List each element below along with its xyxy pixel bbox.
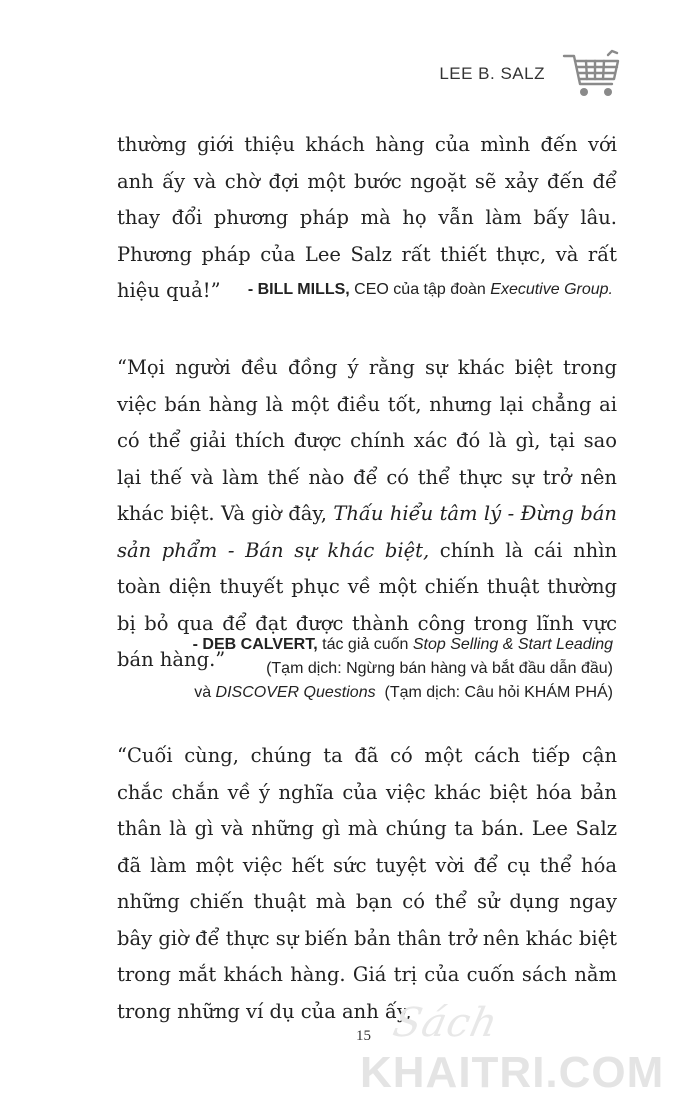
page-number: 15 [356,1028,371,1044]
attribution-book-2-translation: (Tạm dịch: Câu hỏi KHÁM PHÁ) [375,684,613,701]
quote-book-title: Thấu hiểu tâm lý - Đừng bán sản phẩm - Bán sự khác biệt, [117,502,617,562]
quote-text-before: “Mọi người đều đồng ý rằng sự khác biệt trong việc bán hàng là một điều tốt, nhưng lại chẳng ai có thể giải thích được chính xác đó là gì, tại sao lại thế và làm thế nào để có thể thực sự trở nên khác biệt. Và giờ đây, [117,356,617,525]
attribution-book-1: Stop Selling & Start Leading [412,636,613,653]
attribution-book-1-translation: (Tạm dịch: Ngừng bán hàng và bắt đầu dẫn đầu) [266,660,613,677]
attribution-role: CEO của tập đoàn [349,281,491,298]
attribution-org: Executive Group. [490,281,613,298]
running-head-author: LEE B. SALZ [439,64,545,83]
quote-text: thường giới thiệu khách hàng của mình đến với anh ấy và chờ đợi một bước ngoặt sẽ xảy đến để thay đổi phương pháp mà họ vẫn làm bấy lâu. Phương pháp của Lee Salz rất thiết thực, và rất hiệu quả!” [117,133,617,302]
quote-deb-calvert [117,350,617,679]
attribution-name: - BILL MILLS, [247,281,350,298]
attribution-book-2: DISCOVER Questions [215,684,376,701]
attribution-deb-calvert [193,633,613,705]
attribution-name: - DEB CALVERT, [192,636,318,653]
attribution-and: và [194,684,216,701]
shopping-cart-icon [562,48,622,100]
attribution-line-3 [193,681,613,705]
quote-text-after: chính là cái nhìn toàn diện thuyết phục về một chiến thuật thường bị bỏ qua để đạt được thành công trong lĩnh vực bán hàng.” [117,538,617,671]
watermark-brand: KHAITRI.COM [360,1048,665,1097]
quote-third [117,738,617,1030]
attribution-role: tác giả cuốn [317,636,413,653]
watermark-script: Sách [389,1000,503,1046]
quote-text [117,350,617,679]
attribution-bill-mills [248,278,613,302]
attribution-line-1 [193,633,613,657]
quote-text: “Cuối cùng, chúng ta đã có một cách tiếp cận chắc chắn về ý nghĩa của việc khác biệt hóa bản thân là gì và những gì mà chúng ta bán. Lee Salz đã làm một việc hết sức tuyệt vời để cụ thể hóa những chiến thuật mà bạn có thể sử dụng ngay bây giờ để thực sự biến bản thân trở nên khác biệt trong mắt khách hàng. Giá trị của cuốn sách nằm trong những ví dụ của anh ấy, [117,744,617,1023]
watermark-logo [360,1000,690,1112]
